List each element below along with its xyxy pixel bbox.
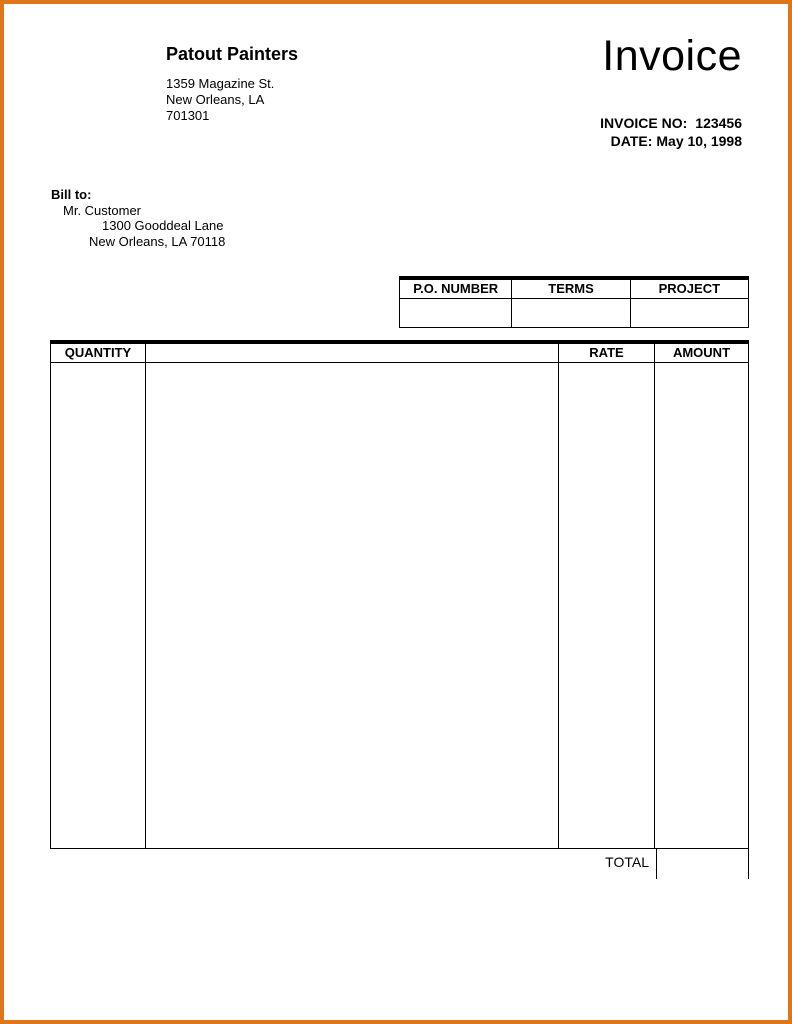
invoice-meta [600, 114, 742, 150]
po-table-value-row [400, 299, 748, 327]
company-address [166, 76, 298, 124]
amount-header: AMOUNT [672, 345, 731, 360]
bill-to-address-line2: New Orleans, LA 70118 [89, 233, 226, 249]
terms-cell [512, 299, 630, 327]
invoice-date-value: May 10, 1998 [656, 133, 742, 149]
invoice-number-line [600, 114, 742, 132]
po-number-header: P.O. NUMBER [400, 280, 512, 298]
bill-to-label: Bill to: [51, 187, 92, 202]
bill-to-address-line1: 1300 Gooddeal Lane [102, 218, 224, 233]
quantity-cell [51, 363, 146, 848]
po-number-cell [400, 299, 512, 327]
invoice-date-line [600, 132, 742, 150]
company-address-line3: 701301 [166, 108, 210, 123]
terms-header: TERMS [512, 280, 630, 298]
total-label: TOTAL [605, 854, 649, 870]
po-table-header-row [400, 280, 748, 299]
company-block [166, 44, 298, 124]
invoice-number-value: 123456 [695, 115, 742, 131]
items-table [50, 340, 749, 849]
invoice-date-label: DATE: [610, 133, 653, 149]
project-header: PROJECT [658, 281, 721, 296]
company-name: Patout Painters [166, 44, 299, 64]
bill-to-block [51, 187, 225, 249]
description-cell [146, 363, 559, 848]
project-cell [631, 299, 748, 327]
total-value-box [656, 849, 749, 879]
items-table-body-row [51, 363, 748, 848]
rate-cell [559, 363, 655, 848]
amount-cell [655, 363, 748, 848]
company-address-line2: New Orleans, LA [166, 92, 265, 107]
description-header [146, 344, 559, 362]
invoice-title: Invoice [602, 32, 742, 80]
items-table-header-row [51, 344, 748, 363]
bill-to-name: Mr. Customer [63, 202, 142, 218]
quantity-header: QUANTITY [51, 344, 146, 362]
rate-header: RATE [559, 344, 655, 362]
company-address-line1: 1359 Magazine St. [166, 76, 275, 91]
invoice-number-label: INVOICE NO: [600, 115, 688, 131]
po-table [399, 276, 749, 328]
